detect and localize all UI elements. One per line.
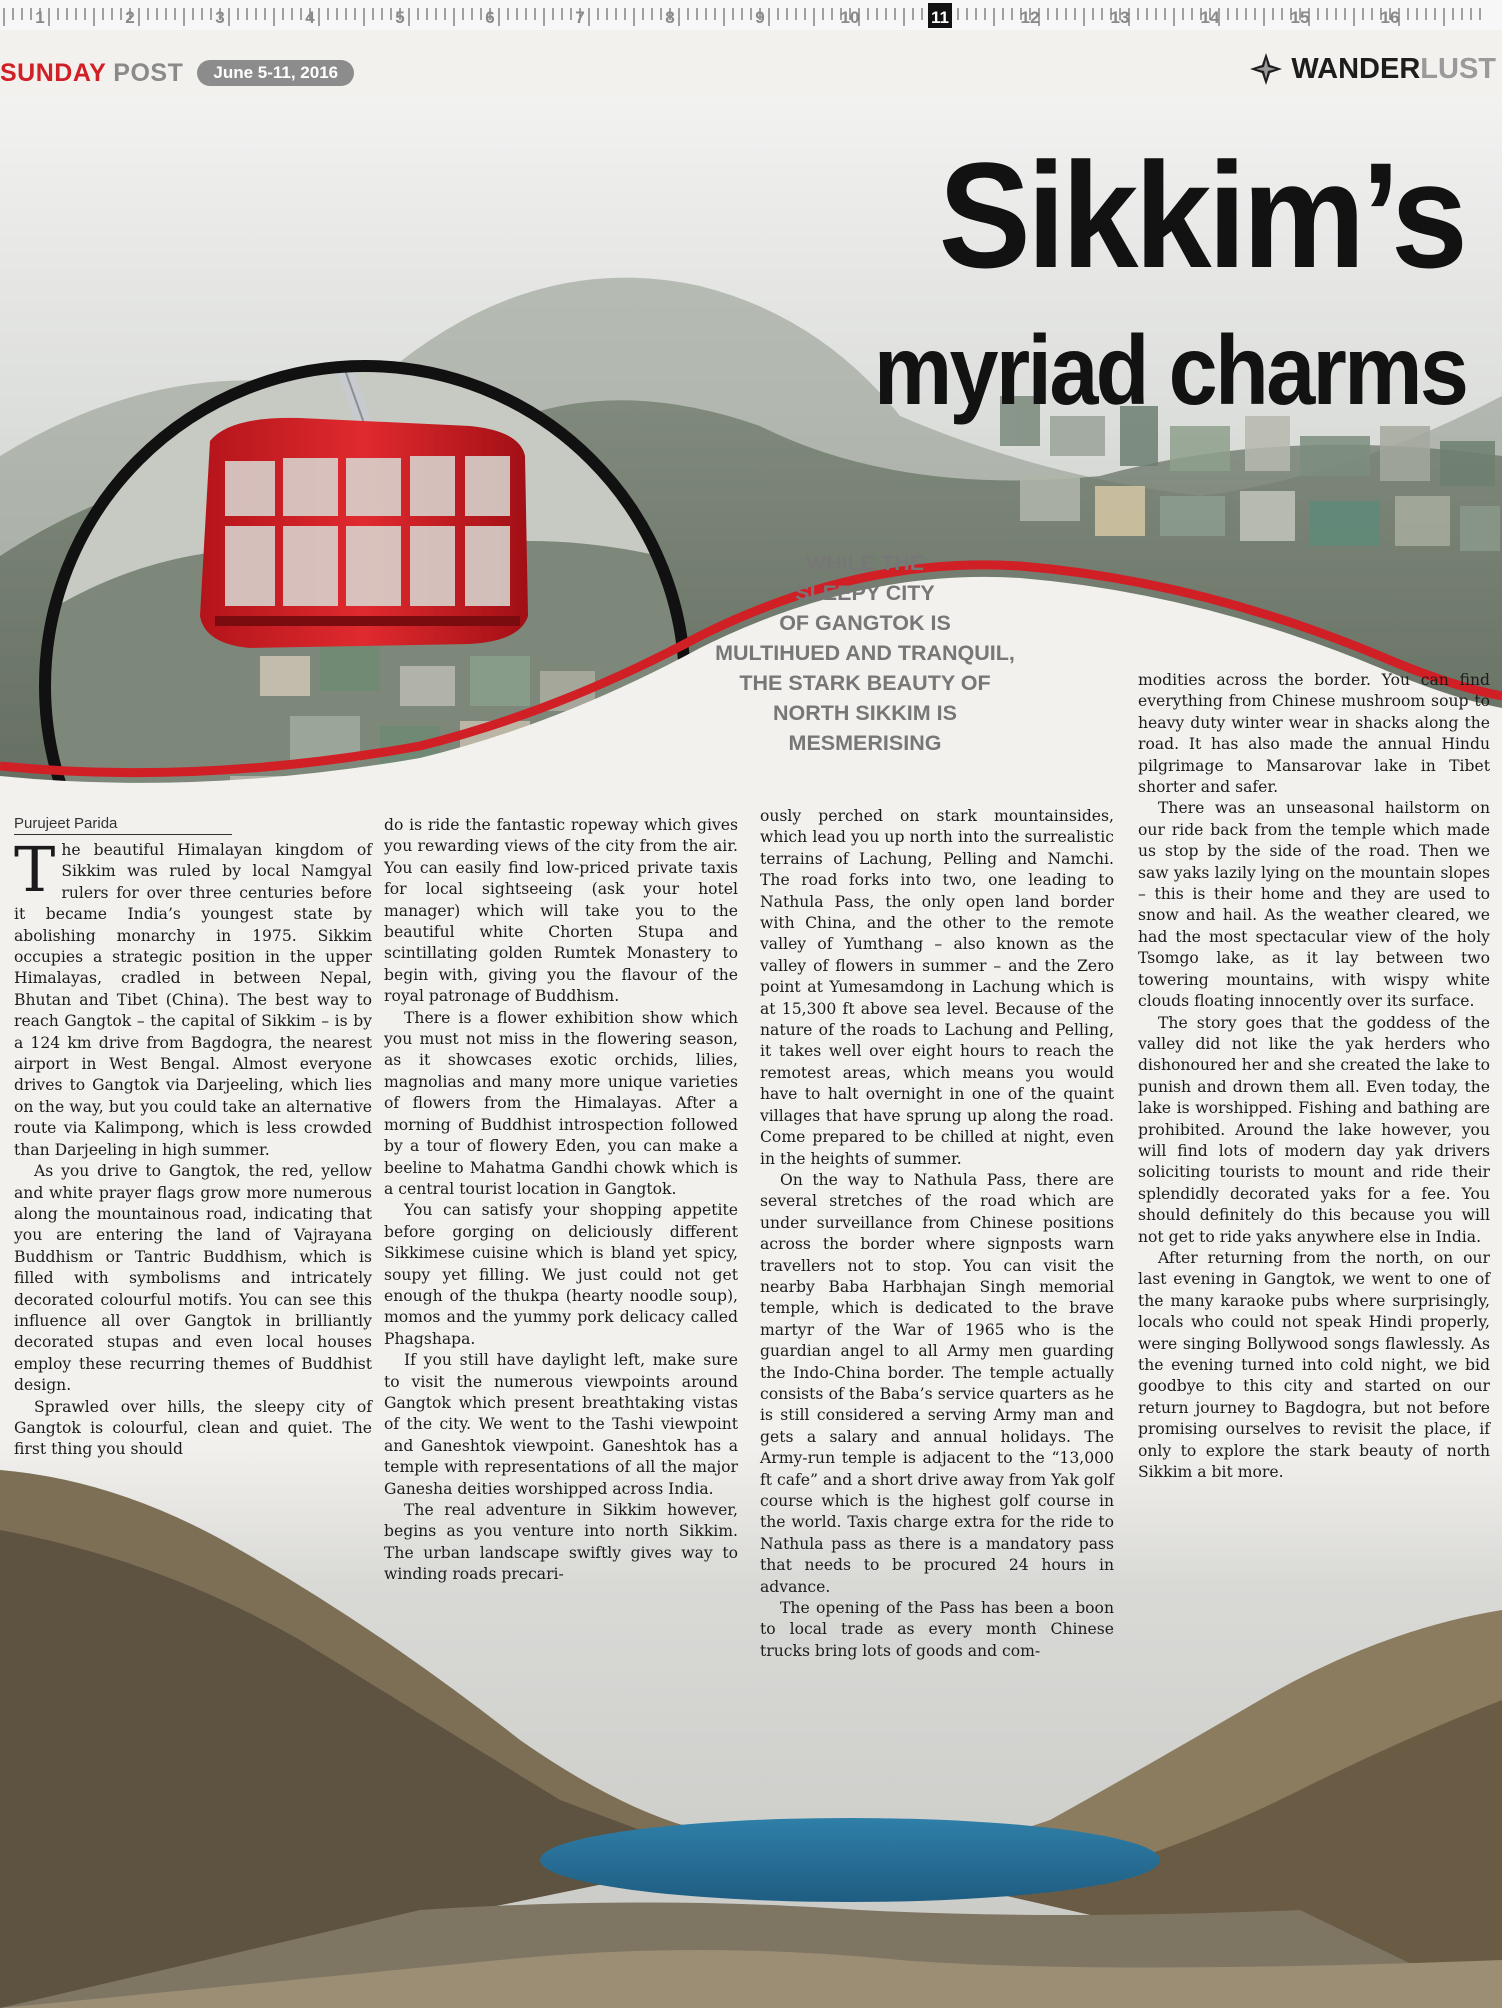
article-paragraph: You can satisfy your shopping appetite before gorging on deliciously different Sikkimese cuisine which is bland yet spicy, soupy yet filling. We just could not get enough of the thukpa (hearty noodle soup), momos and the yummy pork delicacy called Phagshapa. bbox=[384, 1201, 738, 1348]
section-label bbox=[1249, 52, 1496, 86]
ruler-number: 15 bbox=[1290, 8, 1310, 27]
byline: Purujeet Parida bbox=[14, 815, 232, 835]
ruler-number: 13 bbox=[1110, 8, 1130, 27]
ruler-number: 10 bbox=[840, 8, 860, 27]
pull-quote-line: SLEEPY CITY bbox=[795, 581, 935, 605]
article-paragraph: There is a flower exhibition show which you must not miss in the flowering season, as it showcases exotic orchids, lilies, magnolias and many more unique varieties of flowers from the Himalayas. After a morning of Buddhist introspection followed by a tour of flowery Eden, you can make a beeline to Mahatma Gandhi chowk which is a central tourist location in Gangtok. bbox=[384, 1008, 738, 1198]
article-paragraph: do is ride the fantastic ropeway which gives you rewarding views of the city from the air. You can easily find low-priced private taxis for local sightseeing (ask your hotel manager) which will take you to the beautiful white Chorten Stupa and scintillating golden Rumtek Monastery to begin with, giving you the flavour of the royal patronage of Buddhism. bbox=[384, 816, 738, 1006]
lake-photo bbox=[0, 1440, 1502, 2008]
compass-star-icon bbox=[1249, 52, 1283, 86]
article-paragraph: ously perched on stark mountainsides, which lead you up north into the surrealistic terrains of Lachung, Pelling and Namchi. The road forks into two, one leading to Nathula Pass, the only open land border with China, and the other to the remote valley of Yumthang – also known as the valley of flowers in summer – and the Zero point at Yumesamdong in Lachung which is at 15,300 ft above sea level. Because of the nature of the roads to Lachung and Pelling, it takes well over eight hours to reach the remotest areas, which means you would have to halt overnight in one of the quaint villages that have sprung up along the road. Come prepared to be chilled at night, even in the heights of summer. bbox=[760, 807, 1114, 1168]
ruler-number: 6 bbox=[485, 8, 495, 27]
ruler-number: 8 bbox=[665, 8, 675, 27]
ruler-number: 11 bbox=[931, 8, 949, 27]
pull-quote-line: MESMERISING bbox=[788, 731, 942, 755]
drop-cap: T bbox=[14, 833, 56, 906]
paragraph-text: he beautiful Himalayan kingdom of Sikkim was ruled by local Namgyal rulers for over three centuries before it became India’s youngest state by abolishing monarchy in 1975. Sikkim occupies a strategic position in the upper Himalayas, cradled in between Nepal, Bhutan and Tibet (China). The best way to reach Gangtok – the capital of Sikkim – is by a 124 km drive from Bagdogra, the nearest airport in West Bengal. Almost everyone drives to Gangtok via Darjeeling, which lies on the way, but you could take an alternative route via Kalimpong, which is less crowded than Darjeeling in high summer. bbox=[14, 841, 372, 1159]
article-paragraph: On the way to Nathula Pass, there are several stretches of the road which are under surveillance from Chinese positions across the border where signposts warn travellers not to stop. You can visit the nearby Baba Harbhajan Singh memorial temple, which is dedicated to the brave martyr of the War of 1965 who is the guardian angel to all Army men guarding the Indo-China border. The temple actually consists of the Baba’s service quarters as he is still considered a serving Army man and gets a salary and annual holidays. The Army-run temple is adjacent to the “13,000 ft cafe” and a short drive away from Yak golf course which is the highest golf course in the world. Taxis charge extra for the ride to Nathula pass as there is a mandatory pass that needs to be procured 24 hours in advance. bbox=[760, 1170, 1114, 1596]
masthead-title bbox=[0, 59, 183, 88]
article-paragraph: There was an unseasonal hailstorm on our ride back from the temple which made us stop by the side of the road. Then we saw yaks lazily lying on the mountain slopes – this is their home and they are used to snow and hail. As the weather cleared, we had the most spectacular view of the holy Tsomgo lake, as it lay between two towering mountains, with wispy white clouds floating innocently over its surface. bbox=[1138, 799, 1490, 1011]
article-paragraph: Sprawled over hills, the sleepy city of Gangtok is colourful, clean and quiet. The first thing you should bbox=[14, 1397, 372, 1459]
ruler-number: 9 bbox=[755, 8, 765, 27]
pull-quote bbox=[660, 548, 1070, 758]
pull-quote-line: NORTH SIKKIM IS bbox=[773, 701, 957, 725]
article-paragraph: As you drive to Gangtok, the red, yellow and white prayer flags grow more numerous along the mountainous road, indicating that you are entering the land of Vajrayana Buddhism or Tantric Buddhism, which is filled with symbolisms and intricately decorated colourful motifs. You can see this influence all over Gangtok in brilliantly decorated stupas and even local houses employ these recurring themes of Buddhist design. bbox=[14, 1162, 372, 1395]
article-column-2 bbox=[384, 815, 738, 1586]
page-ruler bbox=[0, 0, 1502, 30]
article-column-4 bbox=[1138, 670, 1490, 1483]
ruler-number: 7 bbox=[575, 8, 585, 27]
article-column-3 bbox=[760, 806, 1114, 1662]
section-lust: LUST bbox=[1420, 52, 1496, 85]
masthead-post: POST bbox=[113, 58, 184, 87]
ruler-number: 16 bbox=[1380, 8, 1400, 27]
ruler-number: 5 bbox=[395, 8, 405, 27]
article-paragraph: The real adventure in Sikkim however, begins as you venture into north Sikkim. The urban landscape swiftly gives way to winding roads precari- bbox=[384, 1501, 738, 1584]
article-paragraph: modities across the border. You can find everything from Chinese mushroom soup to heavy duty winter wear in shacks along the road. It has also made the annual Hindu pilgrimage to Mansarovar lake in Tibet shorter and safer. bbox=[1138, 671, 1490, 797]
pull-quote-line: OF GANGTOK IS bbox=[779, 611, 951, 635]
article-column-1 bbox=[14, 833, 372, 1461]
ruler-number: 12 bbox=[1020, 8, 1040, 27]
ruler-number: 4 bbox=[305, 8, 315, 27]
ruler-number: 1 bbox=[35, 8, 45, 27]
article-paragraph bbox=[14, 833, 372, 1161]
issue-date: June 5-11, 2016 bbox=[197, 60, 354, 86]
article-paragraph: If you still have daylight left, make sure to visit the numerous viewpoints around Gangtok which present breathtaking vistas of the city. We went to the Tashi viewpoint and Ganeshtok viewpoint. Ganeshtok has a temple with representations of all the major Ganesha deities worshipped across India. bbox=[384, 1351, 738, 1498]
pull-quote-line: THE STARK BEAUTY OF bbox=[739, 671, 991, 695]
ruler-number: 14 bbox=[1200, 8, 1220, 27]
ruler-number: 3 bbox=[215, 8, 225, 27]
article-paragraph: The story goes that the goddess of the valley did not like the yak herders who dishonoured her and she created the lake to punish and drown them all. Even today, the lake is worshipped. Fishing and bathing are prohibited. Around the lake however, you will find lots of modern day yak drivers soliciting tourists to mount and ride their splendidly decorated yaks for a fee. You should definitely do this because you will not get to ride yaks anywhere else in India. bbox=[1138, 1013, 1490, 1246]
pull-quote-line: MULTIHUED AND TRANQUIL, bbox=[715, 641, 1015, 665]
headline-line2: myriad charms bbox=[873, 315, 1466, 425]
article-paragraph: After returning from the north, on our last evening in Gangtok, we went to one of the many karaoke pubs where surprisingly, locals who could not speak Hindi properly, were singing Bollywood songs flawlessly. As the evening turned into cold night, we bid goodbye to this city and started on our return journey to Bagdogra, but not before promising ourselves to revisit the place, if only to explore the stark beauty of north Sikkim a bit more. bbox=[1138, 1248, 1490, 1482]
article-paragraph: The opening of the Pass has been a boon to local trade as every month Chinese trucks bring lots of goods and com- bbox=[760, 1599, 1114, 1660]
ruler-number: 2 bbox=[125, 8, 135, 27]
headline-line1: Sikkim’s bbox=[938, 131, 1464, 299]
section-wander: WANDER bbox=[1291, 52, 1421, 85]
masthead-sunday: SUNDAY bbox=[0, 58, 106, 87]
pull-quote-line: WHILE THE bbox=[805, 551, 925, 575]
masthead bbox=[0, 58, 354, 88]
